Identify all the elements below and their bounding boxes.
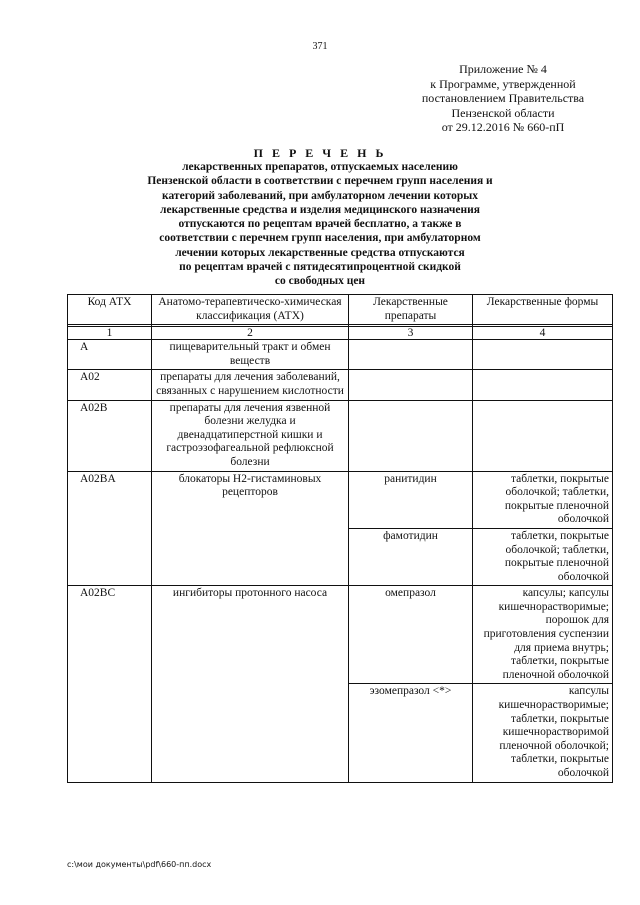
column-number: 3 — [349, 327, 473, 340]
atc-code-cell: A02 — [68, 370, 152, 400]
header-dosage-forms: Лекарственные формы — [473, 295, 613, 325]
dosage-form-cell: капсулы кишечнорастворимые; таблетки, покрытые кишечнорастворимой пленочной оболочкой; таблетки, покрытые оболочкой — [473, 684, 613, 782]
subheading-line: со свободных цен — [274, 275, 366, 288]
table-row — [68, 471, 613, 528]
table-row — [68, 370, 613, 400]
drug-cell: омепразол — [349, 586, 473, 684]
drug-cell: эзомепразол <*> — [349, 684, 473, 782]
file-path-footer: c:\мои документы\pdf\660-пп.docx — [67, 860, 212, 869]
column-number-row — [68, 327, 613, 340]
drug-cell — [349, 340, 473, 370]
drug-cell: фамотидин — [349, 528, 473, 585]
dosage-form-cell: таблетки, покрытые оболочкой; таблетки, покрытые пленочной оболочкой — [473, 471, 613, 528]
subheading-line: лекарственных препаратов, отпускаемых населению — [182, 161, 458, 173]
drug-cell — [349, 370, 473, 400]
atc-class-cell: ингибиторы протонного насоса — [152, 586, 349, 782]
atc-code-cell: A02B — [68, 400, 152, 471]
page-number: 371 — [312, 41, 328, 52]
column-number: 1 — [68, 327, 152, 340]
subheading-line: отпускаются по рецептам врачей бесплатно, а также в — [178, 218, 462, 231]
appendix-line: Приложение № 4 — [459, 62, 547, 76]
dosage-form-cell: таблетки, покрытые оболочкой; таблетки, покрытые пленочной оболочкой — [473, 528, 613, 585]
subheading-line: лечении которых лекарственные средства отпускаются — [175, 246, 465, 259]
subheading-line: лекарственные средства и изделия медицинского назначения — [160, 203, 480, 216]
header-drugs: Лекарственные препараты — [349, 295, 473, 325]
atc-class-cell: препараты для лечения заболеваний, связанных с нарушением кислотности — [152, 370, 349, 400]
document-subheading — [110, 160, 530, 289]
header-atc-code: Код АТХ — [68, 295, 152, 325]
dosage-form-cell — [473, 340, 613, 370]
dosage-form-cell: капсулы; капсулы кишечнорастворимые; порошок для приготовления суспензии для приема внутрь; таблетки, покрытые пленочной оболочкой — [473, 586, 613, 684]
header-atc-classification: Анатомо-терапевтическо-химическая классификация (АТХ) — [152, 295, 349, 325]
atc-code-cell: A02BA — [68, 471, 152, 586]
subheading-line: Пензенской области в соответствии с перечнем групп населения и — [147, 175, 493, 188]
atc-code-cell: A02BC — [68, 586, 152, 782]
appendix-line: к Программе, утвержденной — [430, 76, 576, 91]
drug-table — [67, 294, 613, 783]
atc-class-cell: блокаторы H2-гистаминовых рецепторов — [152, 471, 349, 586]
subheading-line: по рецептам врачей с пятидесятипроцентной скидкой — [179, 261, 461, 274]
atc-class-cell: препараты для лечения язвенной болезни желудка и двенадцатиперстной кишки и гастроэзофагеальной рефлюксной болезни — [152, 400, 349, 471]
table-row — [68, 400, 613, 471]
atc-class-cell: пищеварительный тракт и обмен веществ — [152, 340, 349, 370]
appendix-line: постановлением Правительства — [421, 91, 585, 105]
column-number: 2 — [152, 327, 349, 340]
dosage-form-cell — [473, 400, 613, 471]
document-heading: П Е Р Е Ч Е Н Ь — [253, 146, 387, 160]
appendix-block — [408, 62, 598, 135]
table-row — [68, 586, 613, 684]
dosage-form-cell — [473, 370, 613, 400]
column-number: 4 — [473, 327, 613, 340]
atc-code-cell: A — [68, 340, 152, 370]
drug-cell — [349, 400, 473, 471]
appendix-line: Пензенской области — [451, 105, 555, 120]
drug-cell: ранитидин — [349, 471, 473, 528]
subheading-line: соответствии с перечнем групп населения, при амбулаторном — [159, 232, 481, 245]
table-header-row — [68, 295, 613, 325]
table-row — [68, 340, 613, 370]
appendix-line: от 29.12.2016 № 660-пП — [441, 120, 565, 134]
subheading-line: категорий заболеваний, при амбулаторном лечении которых — [162, 189, 478, 202]
